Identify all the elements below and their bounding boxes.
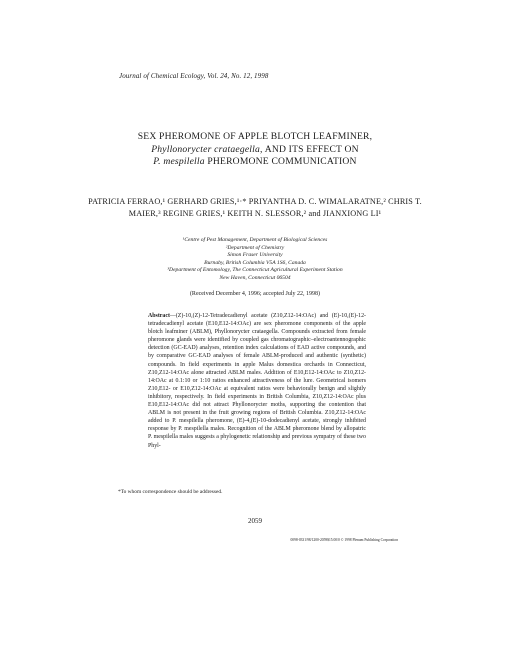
affiliation-6: New Haven, Connecticut 06504	[219, 274, 291, 281]
affiliation-4: Burnaby, British Columbia V5A 1S6, Canada	[204, 259, 306, 266]
affiliations	[120, 237, 390, 283]
title-line-3	[60, 156, 450, 169]
affiliation-3: Simon Fraser University	[227, 252, 283, 259]
correspondence-footnote: *To whom correspondence should be addressed.	[118, 489, 223, 495]
abstract-text: —(Z)-10,(Z)-12-Tetradecadienyl acetate (Z10,Z12-14:OAc) and (E)-10,(E)-12-tetradecadienyl acetate (E10,E12-14:OAc) are sex pheromone components of the apple blotch leafminer (ABLM), Phyllonorycter crataegella. Compounds extracted from female pheromone glands were identified by coupled gas chromatographic–electroantennographic detection (GC-EAD) analyses, retention index calculations of EAD active compounds, and by comparative GC-EAD analyses of female ABLM-produced and authentic (synthetic) compounds. In field experiments in apple Malus domestica orchards in Connecticut, Z10,Z12-14:OAc alone attracted ABLM males. Addition of E10,E12-14:OAc to Z10,Z12-14:OAc at 0.1:10 or 1:10 ratios enhanced attractiveness of the lure. Geometrical isomers Z10,E12- or E10,Z12-14:OAc at equivalent ratios were behaviorally benign and slightly inhibitory, respectively. In field experiments in British Columbia, Z10,Z12-14:OAc plus E10,E12-14:OAc did not attract Phyllonorycter moths, supporting the contention that ABLM is not present in the fruit growing regions of British Columbia. Z10,Z12-14:OAc added to P. mespilella pheromone, (E)-4,(E)-10-dodecadienyl acetate, strongly inhibited response by P. mespilella males. Recognition of the ABLM pheromone blend by allopatric P. mespilella males suggests a phylogenetic relationship and previous sympatry of these two Phyl-	[148, 313, 366, 449]
journal-citation: Journal of Chemical Ecology, Vol. 24, No. 12, 1998	[119, 72, 269, 80]
abstract	[148, 312, 366, 450]
affiliation-5: ³Department of Entomology, The Connecticut Agricultural Experiment Station	[167, 267, 343, 274]
title-line-1: SEX PHEROMONE OF APPLE BLOTCH LEAFMINER,	[137, 131, 373, 142]
title-line-3-suffix: PHEROMONE COMMUNICATION	[204, 156, 357, 168]
abstract-label: Abstract	[148, 313, 170, 319]
affiliation-1: ¹Centre of Pest Management, Department of Biological Sciences	[182, 237, 328, 243]
author-list: PATRICIA FERRAO,¹ GERHARD GRIES,¹·* PRIYANTHA D. C. WIMALARATNE,² CHRIS T. MAIER,³ REGINE GRIES,¹ KEITH N. SLESSOR,² and JIANXIONG LI¹	[88, 197, 422, 219]
copyright-line: 0098-0331/98/1200-2059$15.00/0 © 1998 Plenum Publishing Corporation	[290, 538, 398, 542]
species-name-2: P. mespilella	[153, 156, 205, 168]
title-line-2-suffix: AND ITS EFFECT ON	[262, 143, 359, 155]
species-name: Phyllonorycter crataegella,	[151, 143, 263, 155]
article-title	[60, 131, 450, 169]
affiliation-2: ²Department of Chemistry	[225, 244, 285, 251]
page-number: 2059	[248, 517, 262, 525]
title-line-2	[60, 144, 450, 157]
received-dates: (Received December 4, 1996; accepted July 22, 1998)	[189, 291, 321, 297]
